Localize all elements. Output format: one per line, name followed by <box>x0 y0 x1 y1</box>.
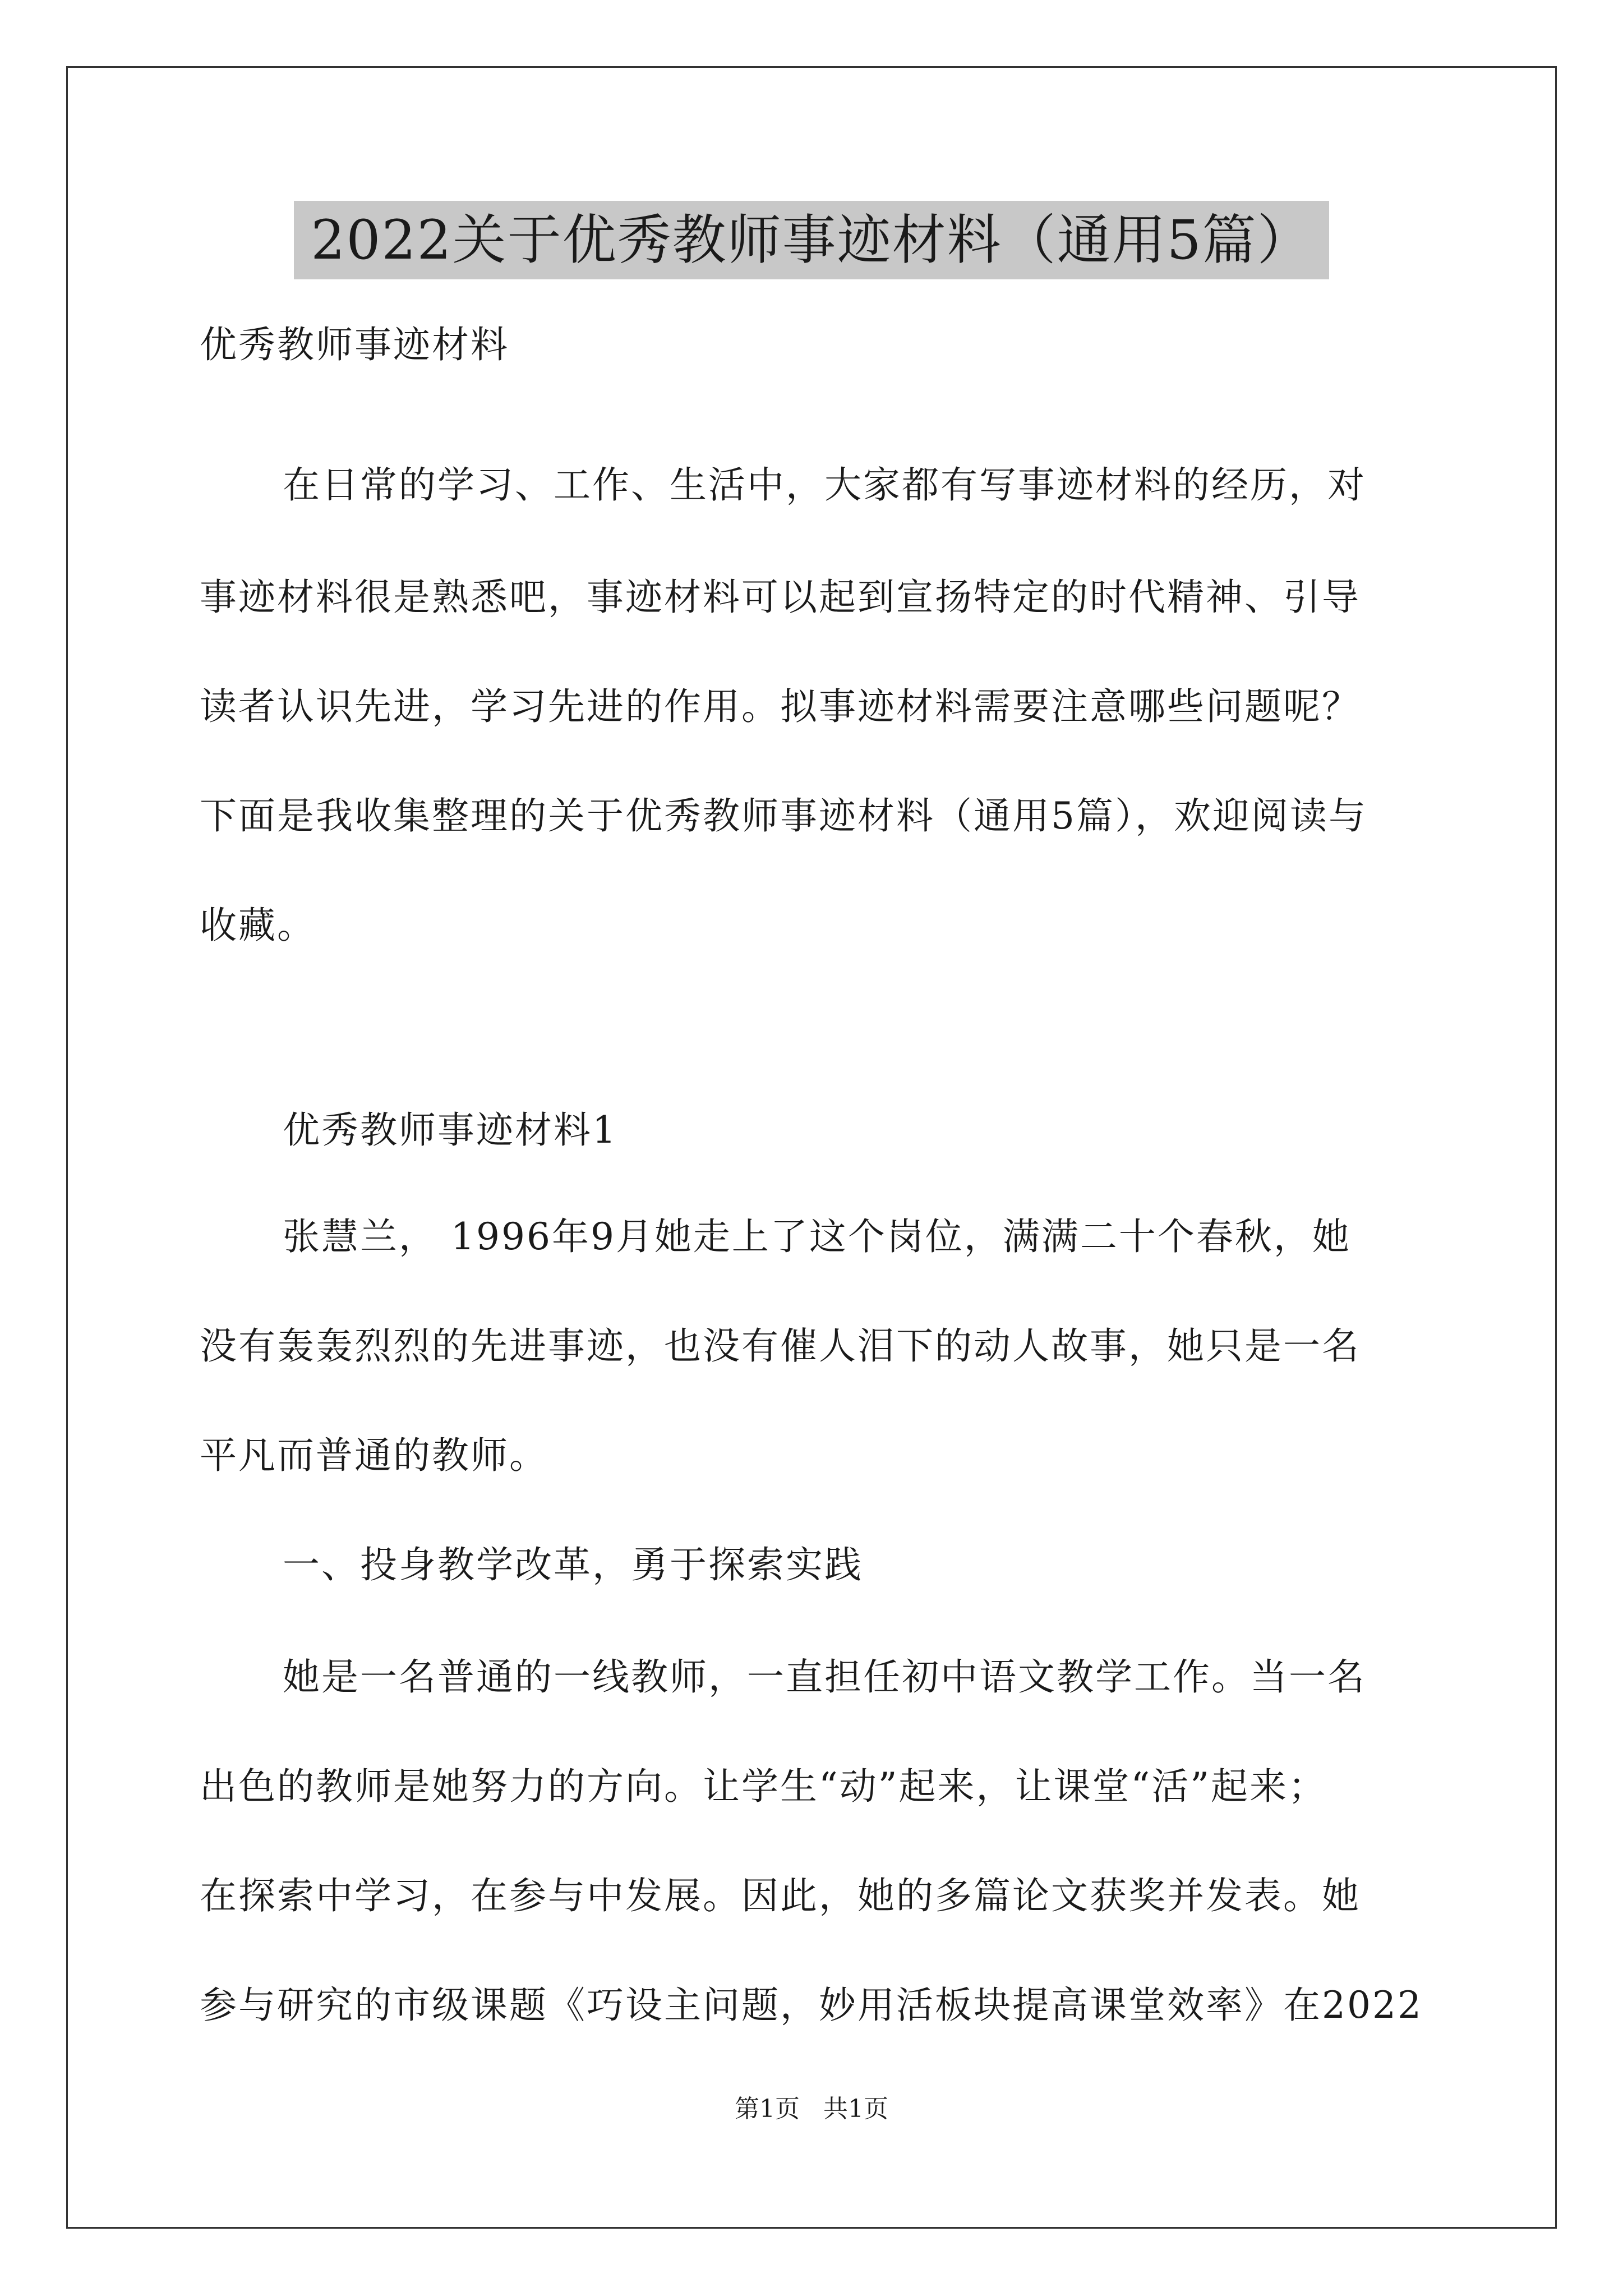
subsection-heading: 优秀教师事迹材料1 <box>283 1108 617 1152</box>
paragraph-line: 张慧兰， 1996年9月她走上了这个岗位，满满二十个春秋，她 <box>283 1215 1351 1258</box>
paragraph-line: 在日常的学习、工作、生活中，大家都有写事迹材料的经历，对 <box>283 463 1366 507</box>
title-container <box>0 201 1623 279</box>
paragraph-line: 她是一名普通的一线教师，一直担任初中语文教学工作。当一名 <box>283 1655 1366 1699</box>
paragraph-line: 没有轰轰烈烈的先进事迹，也没有催人泪下的动人故事，她只是一名 <box>200 1324 1361 1368</box>
paragraph-line: 事迹材料很是熟悉吧，事迹材料可以起到宣扬特定的时代精神、引导 <box>200 576 1361 619</box>
paragraph-line: 出色的教师是她努力的方向。让学生“动”起来，让课堂“活”起来； <box>200 1765 1327 1808</box>
page-footer: 第1页 共1页 <box>735 2095 888 2123</box>
section-heading: 优秀教师事迹材料 <box>200 323 509 366</box>
paragraph-line: 在探索中学习，在参与中发展。因此，她的多篇论文获奖并发表。她 <box>200 1874 1361 1917</box>
paragraph-line: 参与研究的市级课题《巧设主问题，妙用活板块提高课堂效率》在2022 <box>200 1984 1423 2027</box>
paragraph-line: 平凡而普通的教师。 <box>200 1434 548 1477</box>
paragraph-line: 收藏。 <box>200 904 316 947</box>
document-title: 2022关于优秀教师事迹材料（通用5篇） <box>294 201 1329 279</box>
paragraph-line: 下面是我收集整理的关于优秀教师事迹材料（通用5篇），欢迎阅读与 <box>200 794 1367 838</box>
point-heading: 一、投身教学改革，勇于探索实践 <box>283 1543 863 1586</box>
paragraph-line: 读者认识先进，学习先进的作用。拟事迹材料需要注意哪些问题呢？ <box>200 685 1361 728</box>
